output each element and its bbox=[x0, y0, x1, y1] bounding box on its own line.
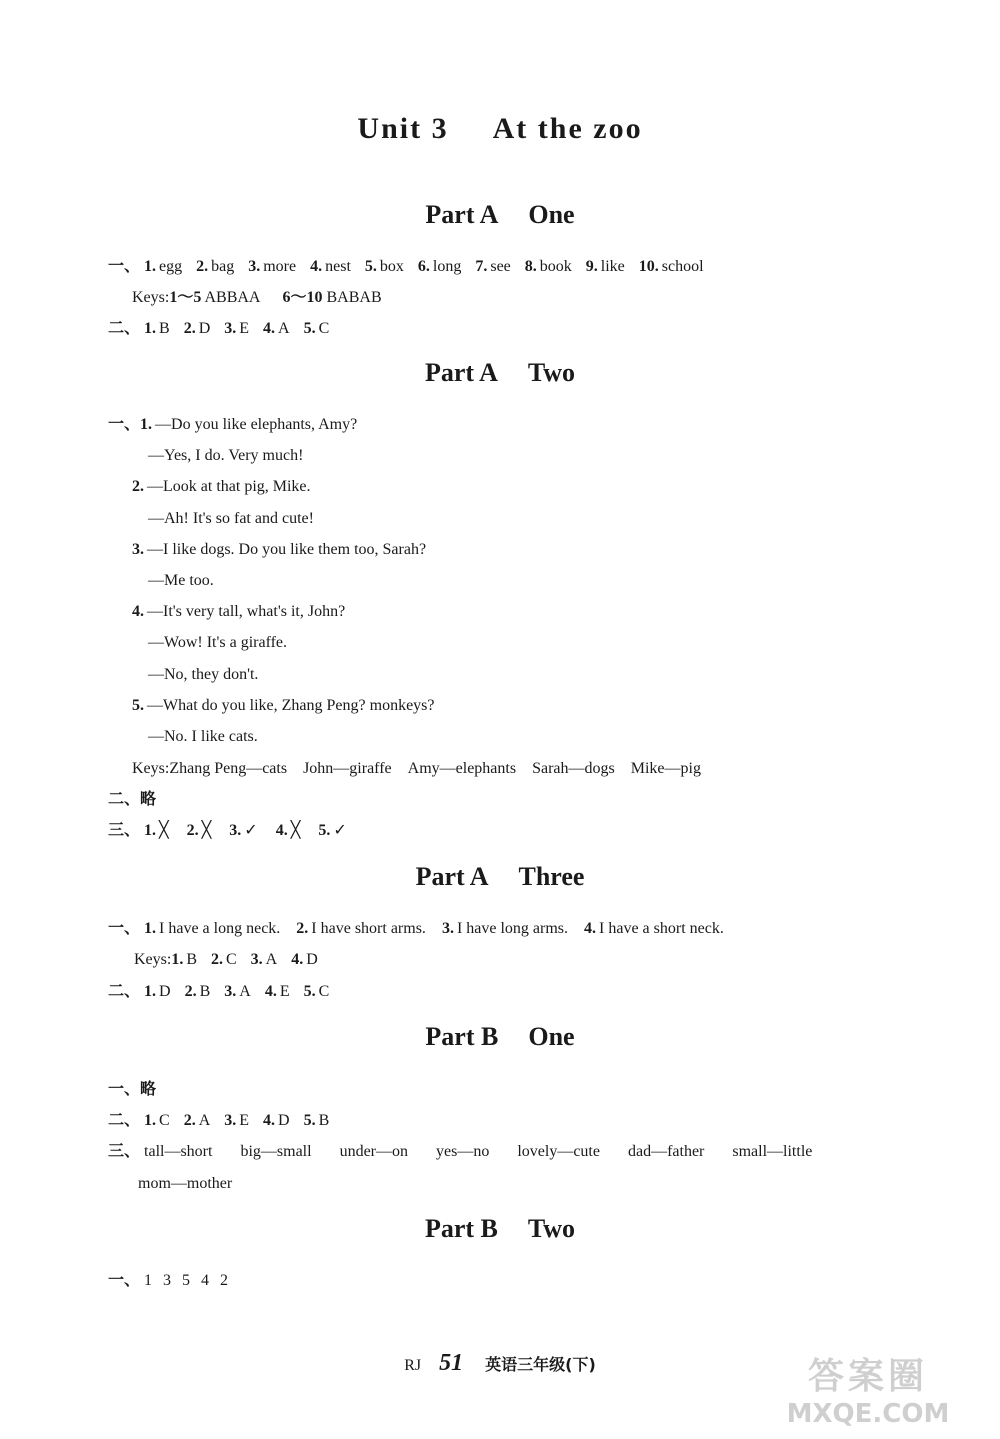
edition-code: RJ bbox=[404, 1357, 422, 1374]
answer-item-answer: ✓ bbox=[333, 822, 347, 839]
answer-item-number: 3. bbox=[250, 951, 263, 968]
answer-item-answer: A bbox=[265, 951, 278, 968]
pa2-q3-line: 三、 1. ╳ 2. ╳ 3. ✓ 4. ╳ 5. ✓ bbox=[108, 821, 365, 841]
pa2-q3-items bbox=[144, 822, 365, 839]
answer-item-answer: A bbox=[198, 1112, 211, 1129]
answer-item-answer: B bbox=[159, 320, 170, 337]
answer-item-answer: egg bbox=[159, 258, 183, 275]
answer-item-answer: box bbox=[379, 258, 404, 275]
pa3-q2-items bbox=[144, 983, 343, 1000]
unit-name: At the zoo bbox=[492, 112, 643, 145]
answer-item bbox=[224, 1111, 249, 1131]
answer-item-number: 2. bbox=[184, 983, 197, 1000]
answer-item bbox=[187, 821, 212, 841]
answer-item bbox=[296, 919, 426, 939]
answer-item-answer: nest bbox=[325, 258, 351, 275]
dialog-line bbox=[148, 571, 214, 591]
book-grade: 英语三年级(下) bbox=[485, 1355, 596, 1374]
word-pair: dad—father bbox=[627, 1143, 705, 1160]
answer-item bbox=[304, 319, 330, 339]
answer-item-answer: ✓ bbox=[244, 822, 258, 839]
pa3-q1-line: 一、 1. I have a long neck. 2. I have short arms. 3. I have long arms. 4. I have a short neck. bbox=[108, 919, 740, 939]
dialog-line bbox=[132, 696, 435, 716]
order-number: 4 bbox=[201, 1272, 210, 1289]
answer-item bbox=[224, 982, 251, 1002]
answer-item-answer: school bbox=[661, 258, 704, 275]
dialog-line bbox=[148, 665, 258, 685]
answer-item-number: 3. bbox=[248, 258, 261, 275]
answer-item bbox=[291, 950, 318, 970]
answer-item bbox=[248, 257, 296, 277]
answer-item-number: 1. bbox=[144, 822, 157, 839]
pb1-q2-line: 二、 1. C 2. A 3. E 4. D 5. B bbox=[108, 1111, 343, 1131]
answer-item-answer: like bbox=[600, 258, 625, 275]
answer-item bbox=[144, 982, 171, 1002]
answer-item bbox=[263, 319, 290, 339]
pa1-q2-line: 二、 1. B 2. D 3. E 4. A 5. C bbox=[108, 319, 343, 339]
pb1-q3-pairs bbox=[144, 1143, 840, 1160]
dialog-number: 3. bbox=[132, 540, 144, 558]
answer-item bbox=[251, 950, 278, 970]
answer-item-answer: book bbox=[539, 258, 572, 275]
pb2-q1-line: 一、 1 3 5 4 2 bbox=[108, 1271, 239, 1291]
answer-item bbox=[586, 257, 625, 277]
answer-item-answer: C bbox=[159, 1112, 170, 1129]
order-number: 3 bbox=[163, 1272, 172, 1289]
answer-item bbox=[442, 919, 568, 939]
dialog-text: —What do you like, Zhang Peng? monkeys? bbox=[147, 696, 435, 714]
answer-item-answer: A bbox=[278, 320, 290, 337]
section-heading-part-b-one: Part B One bbox=[425, 1022, 575, 1051]
answer-item bbox=[144, 821, 169, 841]
dialog-line bbox=[132, 540, 426, 560]
answer-item-number: 4. bbox=[263, 1112, 276, 1129]
dialog-text: —Yes, I do. Very much! bbox=[148, 447, 304, 465]
answer-item-answer: B bbox=[199, 983, 211, 1000]
answer-item-answer: D bbox=[278, 1112, 290, 1129]
answer-item-answer: more bbox=[263, 258, 297, 275]
answer-item-number: 10. bbox=[638, 258, 659, 275]
answer-item-number: 1. bbox=[144, 258, 157, 275]
section-heading-part-b-two: Part B Two bbox=[424, 1214, 576, 1243]
answer-item-answer: E bbox=[239, 1112, 250, 1129]
answer-item bbox=[144, 319, 170, 339]
answer-item-answer: ╳ bbox=[290, 822, 301, 839]
pb2-q1-numbers bbox=[144, 1272, 239, 1289]
answer-item-answer: C bbox=[226, 951, 237, 968]
word-pair: lovely—cute bbox=[517, 1143, 600, 1160]
answer-item bbox=[365, 257, 404, 277]
answer-item-number: 5. bbox=[303, 320, 316, 337]
pa1-q1-items bbox=[144, 258, 718, 275]
order-number: 1 bbox=[144, 1272, 153, 1289]
answer-item-number: 3. bbox=[229, 822, 242, 839]
answer-item-answer: C bbox=[318, 983, 330, 1000]
word-pair: yes—no bbox=[436, 1143, 490, 1160]
word-pair: big—small bbox=[240, 1143, 312, 1160]
key-pair: Zhang Peng—cats bbox=[169, 760, 288, 777]
answer-item-answer: long bbox=[432, 258, 462, 275]
answer-item-number: 4. bbox=[310, 258, 323, 275]
answer-item bbox=[171, 950, 197, 970]
answer-item-answer: D bbox=[198, 320, 211, 337]
answer-item-number: 3. bbox=[441, 920, 454, 937]
answer-item bbox=[304, 982, 330, 1002]
dialog-text: —Me too. bbox=[148, 572, 214, 589]
unit-title bbox=[0, 112, 1000, 146]
dialog-line bbox=[148, 446, 303, 466]
answer-item-answer: D bbox=[159, 983, 171, 1000]
answer-item bbox=[211, 950, 237, 970]
answer-item-number: 2. bbox=[196, 258, 209, 275]
answer-item-answer: E bbox=[279, 983, 290, 1000]
answer-item bbox=[184, 1111, 211, 1131]
answer-item bbox=[475, 257, 510, 277]
section-heading-part-a-one: Part A One bbox=[425, 200, 575, 229]
answer-item bbox=[224, 319, 249, 339]
word-pair: under—on bbox=[339, 1143, 408, 1160]
answer-item bbox=[318, 821, 346, 841]
answer-item bbox=[525, 257, 572, 277]
pb1-q1-line: 一、略 bbox=[108, 1081, 157, 1098]
section-heading-part-a-two: Part A Two bbox=[424, 358, 576, 387]
dialog-line bbox=[148, 727, 258, 747]
answer-item-number: 5. bbox=[364, 258, 377, 275]
answer-item-number: 3. bbox=[224, 320, 237, 337]
pa1-q1-line: 一、 1. egg 2. bag 3. more 4. nest 5. box 6. long 7. see 8. book 9. like 10. school bbox=[108, 257, 718, 277]
answer-item bbox=[276, 821, 301, 841]
answer-item-number: 5. bbox=[303, 983, 316, 1000]
answer-item-answer: ╳ bbox=[201, 822, 212, 839]
pa2-keys-line: Keys:Zhang Peng—cats John—giraffe Amy—elephants Sarah—dogs Mike—pig bbox=[132, 760, 701, 777]
question-prefix: 一、 bbox=[108, 416, 141, 433]
pa3-q2-line: 二、 1. D 2. B 3. A 4. E 5. C bbox=[108, 982, 343, 1002]
dialog-text: —I like dogs. Do you like them too, Sarah? bbox=[147, 540, 427, 558]
answer-item bbox=[639, 257, 704, 277]
answer-item-number: 4. bbox=[264, 983, 277, 1000]
pa1-keys-line: Keys:1～5 ABBAA 6～10 BABAB bbox=[132, 289, 382, 306]
pb1-q3-line: 三、 tall—short big—small under—on yes—no lovely—cute dad—father small—little bbox=[108, 1142, 840, 1162]
answer-item bbox=[185, 982, 211, 1002]
dialog-number: 1. bbox=[140, 416, 153, 433]
answer-item-number: 4. bbox=[584, 920, 597, 937]
answer-item-number: 2. bbox=[296, 920, 309, 937]
dialog-text: —It's very tall, what's it, John? bbox=[147, 603, 346, 621]
answer-item-number: 9. bbox=[585, 258, 598, 275]
dialog-line bbox=[148, 633, 287, 653]
unit-number: Unit 3 bbox=[357, 112, 449, 145]
answer-item-number: 3. bbox=[224, 983, 237, 1000]
answer-item bbox=[418, 257, 461, 277]
answer-item-answer: I have a short neck. bbox=[599, 920, 724, 937]
answer-item-number: 6. bbox=[417, 258, 430, 275]
answer-item bbox=[263, 1111, 290, 1131]
answer-item-number: 4. bbox=[275, 822, 288, 839]
word-pair: small—little bbox=[732, 1143, 813, 1160]
answer-item-answer: C bbox=[318, 320, 330, 337]
dialog-text: —Do you like elephants, Amy? bbox=[155, 416, 358, 433]
answer-item-answer: bag bbox=[211, 258, 235, 275]
key-pair: Sarah—dogs bbox=[532, 760, 615, 777]
answer-item-number: 1. bbox=[171, 951, 184, 968]
answer-item-number: 2. bbox=[183, 1112, 196, 1129]
answer-item-answer: I have short arms. bbox=[311, 920, 426, 937]
answer-item-answer: see bbox=[490, 258, 511, 275]
dialog-line bbox=[132, 477, 311, 497]
order-number: 2 bbox=[220, 1272, 229, 1289]
order-number: 5 bbox=[182, 1272, 191, 1289]
word-pair: tall—short bbox=[144, 1143, 213, 1160]
dialog-text: —No. I like cats. bbox=[148, 728, 258, 745]
dialog-line bbox=[132, 602, 345, 622]
page-number: 51 bbox=[439, 1350, 464, 1376]
answer-item bbox=[196, 257, 234, 277]
answer-item-answer: ╳ bbox=[159, 822, 169, 839]
dialog-line bbox=[108, 415, 357, 435]
pb1-q2-items bbox=[144, 1112, 343, 1129]
answer-item-number: 2. bbox=[183, 320, 196, 337]
answer-item-number: 1. bbox=[144, 320, 157, 337]
key-pair: Amy—elephants bbox=[407, 760, 517, 777]
dialog-number: 4. bbox=[132, 603, 144, 621]
answer-item-number: 5. bbox=[303, 1112, 316, 1129]
dialog-number: 5. bbox=[132, 696, 144, 714]
pa3-keys-line: Keys:1. B 2. C 3. A 4. D bbox=[134, 951, 318, 968]
pb1-q3-last-line: mom—mother bbox=[138, 1175, 233, 1192]
answer-item-number: 3. bbox=[224, 1112, 237, 1129]
answer-item-number: 8. bbox=[524, 258, 537, 275]
key-pair: John—giraffe bbox=[303, 760, 392, 777]
pa3-q1-items bbox=[144, 920, 740, 937]
dialog-text: —Wow! It's a giraffe. bbox=[148, 634, 288, 652]
answer-item-number: 1. bbox=[144, 920, 157, 937]
answer-item bbox=[144, 1111, 170, 1131]
answer-item-answer: A bbox=[239, 983, 251, 1000]
answer-item-number: 4. bbox=[291, 951, 304, 968]
dialog-number: 2. bbox=[132, 478, 144, 496]
dialog-text: —No, they don't. bbox=[148, 665, 259, 683]
dialog-line bbox=[148, 509, 314, 529]
answer-item bbox=[265, 982, 290, 1002]
dialog-text: —Look at that pig, Mike. bbox=[147, 478, 311, 496]
dialog-text: —Ah! It's so fat and cute! bbox=[148, 509, 314, 527]
answer-item bbox=[584, 919, 724, 939]
answer-item-number: 2. bbox=[211, 951, 223, 968]
answer-item-number: 1. bbox=[144, 983, 157, 1000]
answer-item bbox=[144, 257, 182, 277]
answer-item-number: 7. bbox=[475, 258, 488, 275]
pa1-q2-items bbox=[144, 320, 343, 337]
answer-item-number: 5. bbox=[318, 822, 331, 839]
answer-item-answer: D bbox=[306, 951, 318, 968]
answer-item-answer: B bbox=[318, 1112, 330, 1129]
answer-item bbox=[144, 919, 280, 939]
answer-item bbox=[310, 257, 351, 277]
answer-item bbox=[229, 821, 257, 841]
answer-item bbox=[184, 319, 211, 339]
answer-item-answer: I have long arms. bbox=[456, 920, 569, 937]
answer-item-answer: I have a long neck. bbox=[159, 920, 281, 937]
answer-item-answer: B bbox=[186, 951, 197, 968]
answer-item-number: 4. bbox=[263, 320, 276, 337]
answer-item bbox=[304, 1111, 330, 1131]
answer-item-number: 1. bbox=[144, 1112, 157, 1129]
section-heading-part-a-three: Part A Three bbox=[415, 862, 585, 891]
key-pair: Mike—pig bbox=[630, 760, 701, 777]
answer-item-answer: E bbox=[239, 320, 250, 337]
pa2-q2-line: 二、略 bbox=[108, 791, 157, 808]
answer-item-number: 2. bbox=[186, 822, 199, 839]
watermark-logo: 答案圈 MXQE.COM bbox=[786, 1356, 950, 1429]
